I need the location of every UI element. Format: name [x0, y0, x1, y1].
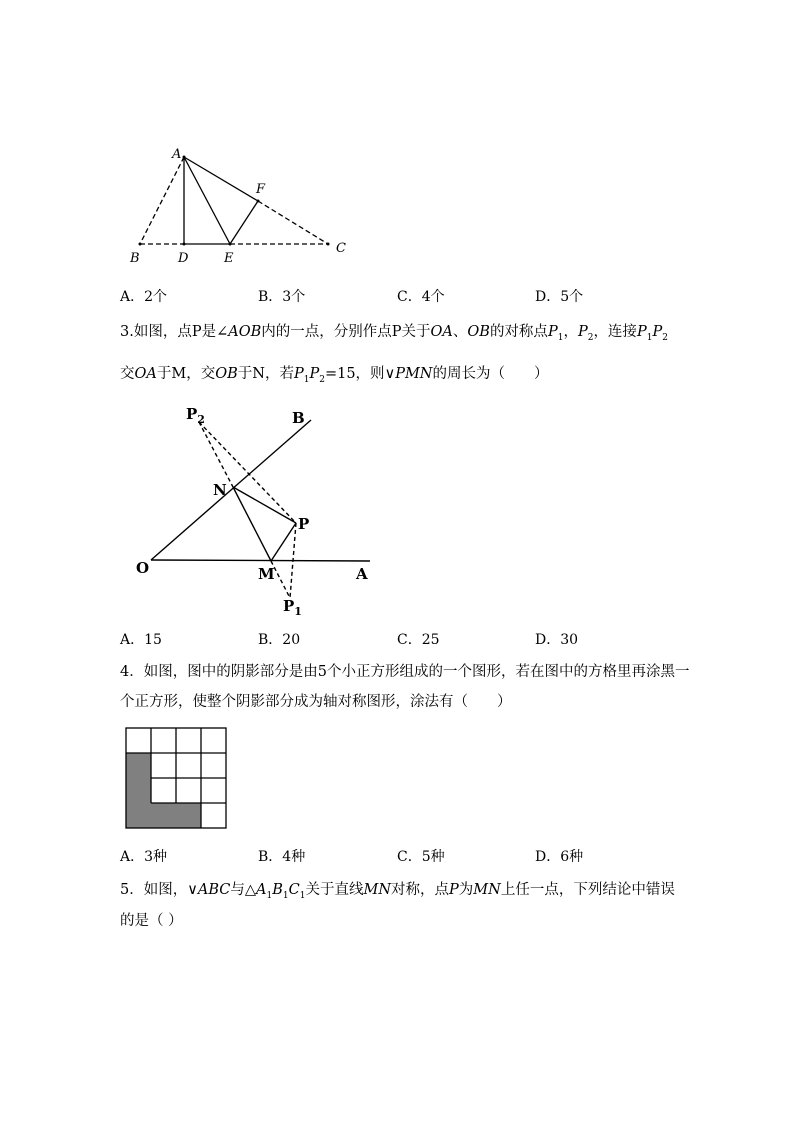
- q3-option-b[interactable]: B．20: [258, 632, 301, 648]
- q3-line2: 交OA于M，交OB于N，若$P_1P_2=15$，则∨PMN的周长为（ ）: [120, 366, 549, 385]
- segment-mp: [271, 523, 296, 561]
- shaded-cell: [151, 803, 176, 828]
- q4-option-c[interactable]: C．5种: [397, 849, 445, 865]
- q5-line2: 的是（ ）: [120, 913, 183, 929]
- shaded-cell: [126, 778, 151, 803]
- label-b: B: [130, 251, 140, 266]
- q4-option-d[interactable]: D．6种: [535, 849, 584, 865]
- ray-oa: [151, 560, 370, 561]
- q2-option-a[interactable]: A．2个: [120, 289, 168, 305]
- q3-option-a[interactable]: A．15: [120, 632, 162, 648]
- label-a-ray: A: [356, 565, 368, 583]
- label-n: N: [213, 481, 227, 499]
- q3-option-d[interactable]: D．30: [535, 632, 579, 648]
- figure-triangle-abc: [0, 0, 794, 280]
- q3-option-c[interactable]: C．25: [397, 632, 440, 648]
- segment-ef: [230, 201, 258, 244]
- label-p: P: [298, 515, 310, 533]
- figure-grid: [0, 720, 794, 835]
- segment-fc: [258, 201, 328, 244]
- segment-ab: [140, 157, 184, 244]
- segment-p2p: [199, 422, 296, 523]
- label-f: F: [256, 182, 266, 197]
- q4-line1: 4．如图，图中的阴影部分是由5个小正方形组成的一个图形，若在图中的方格里再涂黑一: [120, 664, 690, 680]
- label-a: A: [172, 147, 182, 162]
- figure-angle-aob: [0, 395, 794, 625]
- q4-option-a[interactable]: A．3种: [120, 849, 168, 865]
- q2-option-b[interactable]: B．3个: [258, 289, 306, 305]
- label-d: D: [178, 251, 189, 266]
- q5-line1: 5．如图，∨ABC与$\triangle A_1B_1C_1$关于直线MN对称，点P为MN上任一点，下列结论中错误: [120, 882, 675, 901]
- q2-option-c[interactable]: C．4个: [397, 289, 445, 305]
- shaded-cell: [126, 753, 151, 778]
- label-m: M: [258, 565, 275, 583]
- q3-line1: 3.如图，点P是∠AOB内的一点，分别作点P关于OA、OB的对称点$P_1$，$P_2$，连接$P_1P_2$: [120, 324, 668, 343]
- shaded-cell: [126, 803, 151, 828]
- label-c: C: [336, 241, 346, 256]
- q2-option-d[interactable]: D．5个: [535, 289, 584, 305]
- q4-line2: 个正方形，使整个阴影部分成为轴对称图形，涂法有（ ）: [120, 694, 512, 710]
- ray-ob: [151, 420, 311, 560]
- shaded-cell: [176, 803, 201, 828]
- label-e: E: [224, 251, 234, 266]
- label-b-ray: B: [292, 409, 305, 427]
- segment-p2n: [199, 422, 233, 487]
- label-p2: $P_2$: [186, 405, 205, 426]
- label-p1: $P_1$: [283, 597, 302, 618]
- label-o: O: [136, 559, 150, 577]
- q4-option-b[interactable]: B．4种: [258, 849, 306, 865]
